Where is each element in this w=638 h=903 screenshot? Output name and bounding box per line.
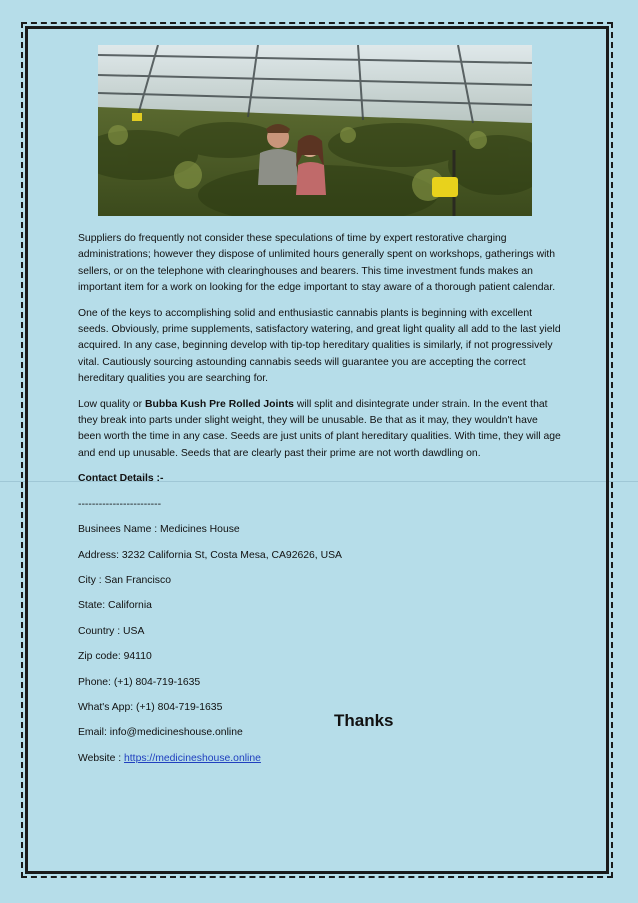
paragraph-low-quality-intro: Low quality or	[78, 398, 145, 410]
address-line: Address: 3232 California St, Costa Mesa, CA92626, USA	[78, 549, 342, 561]
zip-line: Zip code: 94110	[78, 651, 152, 663]
website-label: Website :	[78, 752, 125, 764]
contact-divider: ------------------------	[78, 498, 162, 510]
greenhouse-illustration	[98, 45, 532, 216]
paragraph-low-quality-rest: will split and disintegrate under strain. In the event that they break into parts under slight weight, they will be unusable. Be that as it may, they wouldn't have been worth the time in any case. Seeds are just units of plant hereditary qualities. With time, they will age and end up unusable. Seeds that are clearly past their prime are not worth dawdling on.	[78, 398, 561, 459]
document-body	[78, 231, 563, 776]
contact-details	[78, 471, 563, 767]
website-line	[78, 751, 563, 767]
country-line: Country : USA	[78, 625, 145, 637]
state-line: State: California	[78, 600, 152, 612]
business-name: Businees Name : Medicines House	[78, 524, 240, 536]
email-line: Email: info@medicineshouse.online	[78, 727, 243, 739]
phone-line: Phone: (+1) 804-719-1635	[78, 676, 201, 688]
thanks-heading: Thanks	[334, 711, 394, 730]
whatsapp-line: What's App: (+1) 804-719-1635	[78, 701, 223, 713]
website-link[interactable]: https://medicineshouse.online	[124, 752, 261, 764]
contact-title: Contact Details :-	[78, 473, 164, 485]
paragraph-suppliers: Suppliers do frequently not consider these speculations of time by expert restorative charging administrations; however they dispose of unlimited hours generally spent on workshops, gatherings with sellers, or on the telephone with clearinghouses and bearers. This time investment funds makes an important item for a work on looking for the edge important to stay aware of a thorough patient calendar.	[78, 233, 556, 294]
product-name-bold: Bubba Kush Pre Rolled Joints	[145, 398, 294, 410]
yellow-tag	[132, 113, 142, 121]
greenhouse-photo	[98, 45, 532, 216]
person-woman	[296, 135, 326, 195]
paragraph-seeds: One of the keys to accomplishing solid and enthusiastic cannabis plants is beginning with excellent seeds. Obviously, prime supplements, satisfactory watering, and great light quality all add to the last yield acquired. In any case, beginning develop with tip-top hereditary qualities is similarly, if not progressively vital. Cautiously sourcing astounding cannabis seeds will guarantee you are accepting the correct hereditary qualities you are searching for.	[78, 307, 561, 385]
city-line: City : San Francisco	[78, 574, 171, 586]
paragraph-low-quality	[78, 397, 563, 463]
